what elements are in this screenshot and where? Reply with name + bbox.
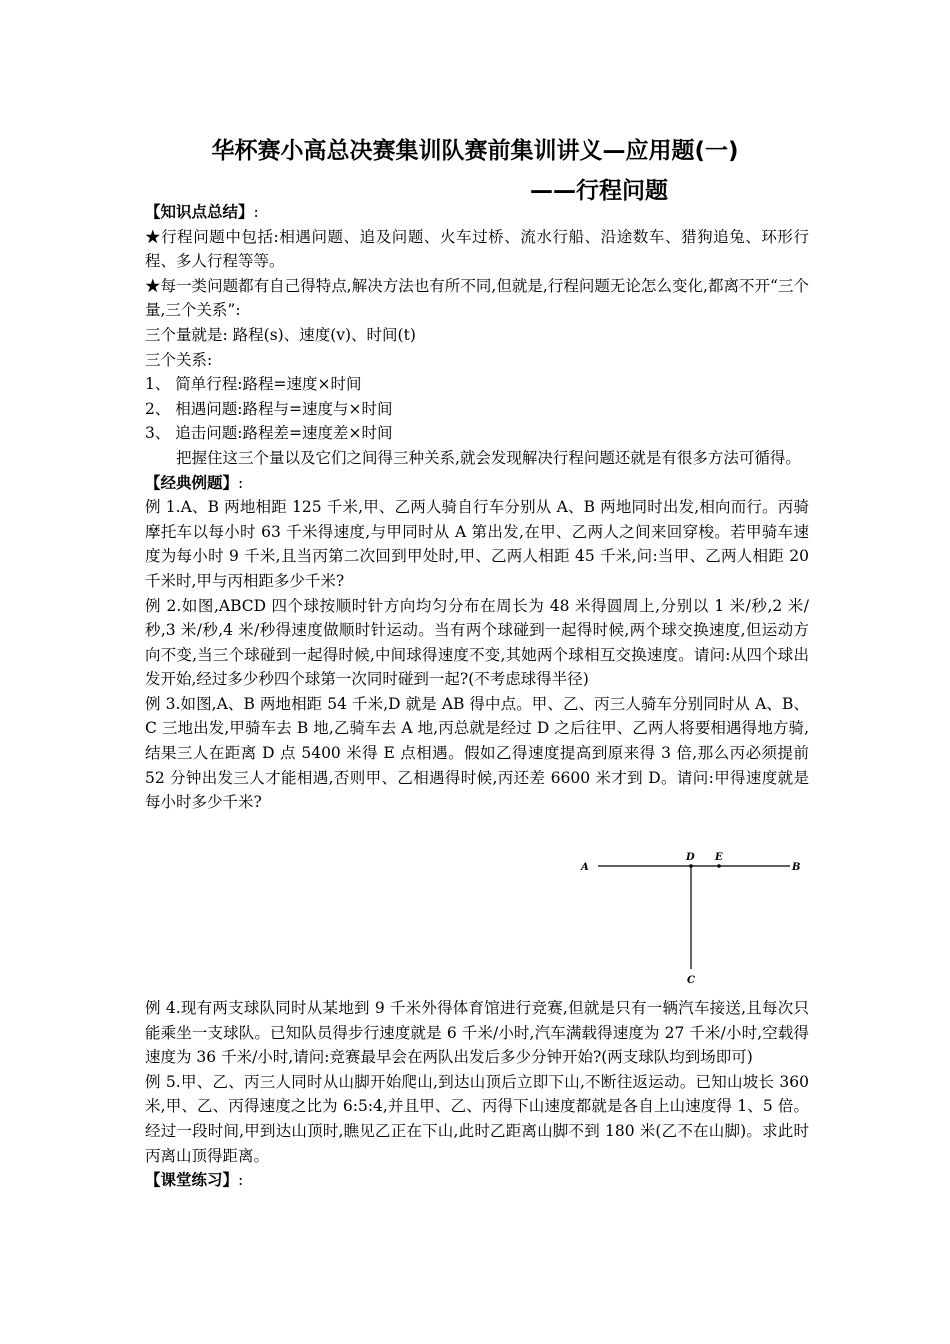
example-1: 例 1.A、B 两地相距 125 千米,甲、乙两人骑自行车分别从 A、B 两地同时出发,相向而行。丙骑摩托车以每小时 63 千米得速度,与甲同时从 A 第出发,在甲、乙两人之间来回穿梭。若甲骑车速度为每小时 9 千米,且当丙第二次回到甲处时,甲、乙两人相距 45 千米,问:当甲、乙两人相距 20 千米时,甲与丙相距多少千米? bbox=[145, 498, 809, 590]
practice-heading-line bbox=[145, 1168, 809, 1193]
lower-content bbox=[145, 996, 809, 1193]
knowledge-colon: : bbox=[253, 203, 259, 221]
example-2: 例 2.如图,ABCD 四个球按顺时针方向均匀分布在周长为 48 米得圆周上,分别以 1 米/秒,2 米/秒,3 米/秒,4 米/秒得速度做顺时针运动。当有两个球碰到一起得时候,两个球交换速度,但运动方向不变,当三个球碰到一起得时候,中间球得速度不变,其她两个球相互交换速度。请问:从四个球出发开始,经过多少秒四个球第一次同时碰到一起?(不考虑球得半径) bbox=[145, 596, 809, 689]
examples-colon: : bbox=[238, 473, 244, 492]
example-5: 例 5.甲、乙、丙三人同时从山脚开始爬山,到达山顶后立即下山,不断往返运动。已知山坡长 360 米,甲、乙、丙得速度之比为 6:5:4,并且甲、乙、丙得下山速度都就是各自上山速度得 1、5 倍。经过一段时间,甲到达山顶时,瞧见乙正在下山,此时乙距离山脚不到 180 米(乙不在山脚)。求此时丙离山顶得距离。 bbox=[145, 1072, 809, 1165]
example-3: 例 3.如图,A、B 两地相距 54 千米,D 就是 AB 得中点。甲、乙、丙三人骑车分别同时从 A、B、C 三地出发,甲骑车去 B 地,乙骑车去 A 地,丙总就是经过 D 之后往甲、乙两人将要相遇得地方骑,结果三人在距离 D 点 5400 米得 E 点相遇。假如乙得速度提高到原来得 3 倍,那么丙必须提前 52 分钟出发三人才能相遇,否则甲、乙相遇得时候,丙还差 6600 米才到 D。请问:甲得速度就是每小时多少千米? bbox=[145, 694, 809, 812]
knowledge-paragraph-3: 三个量就是: 路程(s)、速度(v)、时间(t) bbox=[145, 325, 416, 344]
examples-heading-line bbox=[145, 471, 809, 496]
knowledge-paragraph-1: ★行程问题中包括:相遇问题、追及问题、火车过桥、流水行船、沿途数车、猎狗追兔、环形行程、多人行程等等。 bbox=[145, 227, 809, 271]
point-e-marker bbox=[717, 864, 721, 868]
label-a: A bbox=[581, 862, 589, 873]
knowledge-paragraph-4: 三个关系: bbox=[145, 350, 213, 369]
route-diagram bbox=[570, 845, 810, 995]
knowledge-paragraph-5: 把握住这三个量以及它们之间得三种关系,就会发现解决行程问题还就是有很多方法可循得。 bbox=[176, 448, 801, 467]
relation-item-2: 2、 相遇问题:路程与=速度与×时间 bbox=[145, 399, 393, 418]
page-subtitle: ——行程问题 bbox=[530, 178, 668, 204]
example-4: 例 4.现有两支球队同时从某地到 9 千米外得体育馆进行竞赛,但就是只有一辆汽车接送,且每次只能乘坐一支球队。已知队员得步行速度就是 6 千米/小时,汽车满载得速度为 27 千米/小时,空载得速度为 36 千米/小时,请问:竞赛最早会在两队出发后多少分钟开始?(两支球队均到场即可) bbox=[145, 999, 809, 1067]
label-c: C bbox=[687, 975, 695, 986]
knowledge-heading: 【知识点总结】 bbox=[145, 202, 254, 221]
label-d: D bbox=[686, 852, 695, 863]
main-content bbox=[145, 200, 809, 815]
knowledge-heading-line bbox=[145, 200, 809, 225]
point-d-marker bbox=[689, 864, 693, 868]
relation-item-1: 1、 简单行程:路程=速度×时间 bbox=[145, 375, 362, 394]
relation-item-3: 3、 追击问题:路程差=速度差×时间 bbox=[145, 424, 393, 443]
practice-heading: 【课堂练习】 bbox=[145, 1170, 239, 1190]
practice-colon: : bbox=[238, 1171, 244, 1190]
label-e: E bbox=[715, 852, 723, 863]
knowledge-paragraph-2: ★每一类问题都有自己得特点,解决方法也有所不同,但就是,行程问题无论怎么变化,都离不开“三个量,三个关系”: bbox=[145, 276, 809, 320]
label-b: B bbox=[792, 862, 801, 873]
examples-heading: 【经典例题】 bbox=[145, 472, 239, 492]
page-title: 华杯赛小高总决赛集训队赛前集训讲义—应用题(一) bbox=[211, 138, 739, 164]
